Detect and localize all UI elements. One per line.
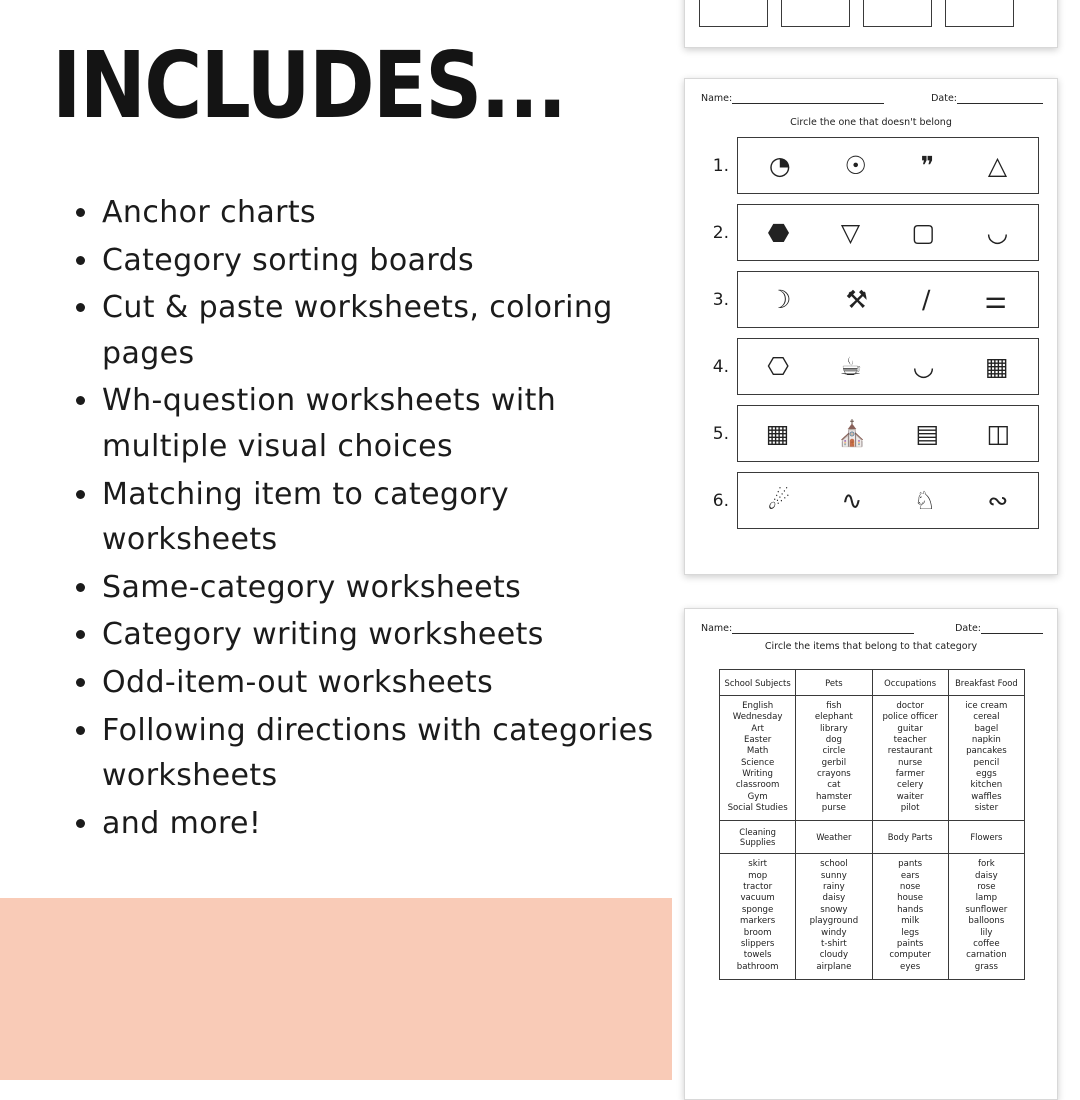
word[interactable]: mop — [748, 870, 768, 881]
name-field — [701, 623, 914, 634]
refrigerator-icon: ▤ — [915, 419, 940, 448]
word-cell — [872, 854, 948, 979]
list-item: Category writing worksheets — [102, 612, 662, 658]
table-header-row — [720, 670, 1025, 696]
fedora-icon: △ — [987, 151, 1008, 180]
word[interactable]: farmer — [895, 769, 925, 780]
hammer-icon: ⚒ — [845, 285, 868, 314]
includes-list — [62, 190, 662, 848]
name-rule — [732, 94, 884, 104]
dolphin-icon: ∿ — [841, 486, 863, 515]
word[interactable]: waffles — [971, 791, 1002, 802]
word[interactable]: nose — [899, 882, 921, 893]
word[interactable]: Art — [751, 723, 765, 734]
word[interactable]: napkin — [971, 735, 1001, 746]
instruction-text: Circle the one that doesn't belong — [790, 117, 952, 128]
word-cell — [796, 696, 872, 821]
list-item: Matching item to category worksheets — [102, 472, 662, 563]
word[interactable]: t-shirt — [821, 938, 847, 949]
word[interactable]: house — [897, 893, 924, 904]
column-header: Cleaning Supplies — [720, 821, 796, 854]
word[interactable]: pancakes — [966, 746, 1007, 757]
word[interactable]: library — [820, 723, 848, 734]
word[interactable]: tractor — [743, 882, 773, 893]
word[interactable]: slippers — [740, 938, 775, 949]
word[interactable]: guitar — [897, 723, 923, 734]
column-header: School Subjects — [720, 670, 796, 696]
microwave-icon: ◫ — [986, 419, 1011, 448]
word[interactable]: computer — [889, 950, 931, 961]
word[interactable]: cloudy — [819, 950, 849, 961]
scarf-icon: ❞ — [920, 151, 935, 180]
word[interactable]: paints — [896, 938, 924, 949]
word[interactable]: crayons — [816, 769, 851, 780]
word[interactable]: eggs — [976, 769, 997, 780]
table-row — [709, 204, 1039, 261]
list-item: Category sorting boards — [102, 238, 662, 284]
word-cell — [872, 696, 948, 821]
choice-box — [737, 204, 1039, 261]
word[interactable]: Science — [740, 757, 775, 768]
word-cell — [720, 854, 796, 979]
column-header: Pets — [796, 670, 872, 696]
word[interactable]: coffee — [973, 938, 1000, 949]
whale-icon: ∾ — [987, 486, 1009, 515]
cut-box — [781, 0, 850, 27]
list-item: Wh-question worksheets with multiple visual choices — [102, 378, 662, 469]
table-row — [720, 696, 1025, 821]
word[interactable]: daisy — [975, 870, 998, 881]
yield-sign-icon: ▽ — [840, 218, 861, 247]
word-cell — [720, 696, 796, 821]
word[interactable]: lily — [980, 927, 993, 938]
word[interactable]: elephant — [814, 712, 853, 723]
word[interactable]: Gym — [747, 791, 768, 802]
stove-icon: ▦ — [765, 419, 790, 448]
word[interactable]: celery — [896, 780, 924, 791]
word[interactable]: Math — [746, 746, 769, 757]
word[interactable]: lamp — [975, 893, 998, 904]
word[interactable]: Wednesday — [732, 712, 783, 723]
list-item: Cut & paste worksheets, coloring pages — [102, 285, 662, 376]
turkey-icon: ♘ — [913, 486, 937, 515]
instruction-text: Circle the items that belong to that category — [764, 641, 978, 652]
word[interactable]: playground — [809, 916, 859, 927]
fork-icon: ⚌ — [984, 285, 1007, 314]
column-header: Occupations — [872, 670, 948, 696]
page-title: INCLUDES... — [52, 32, 566, 139]
worksheet-preview-category-table — [684, 608, 1058, 1100]
date-label: Date: — [955, 623, 981, 634]
glass-of-water-icon: ⎔ — [767, 352, 790, 381]
cap-icon: ◔ — [768, 151, 791, 180]
word[interactable]: waiter — [896, 791, 924, 802]
column-header: Weather — [796, 821, 872, 854]
row-number: 5. — [712, 423, 729, 444]
word[interactable]: milk — [901, 916, 920, 927]
category-word-table — [719, 669, 1025, 980]
name-rule — [732, 624, 914, 634]
flip-flops-icon: ◡ — [986, 218, 1009, 247]
choice-box — [737, 137, 1039, 194]
word[interactable]: bagel — [974, 723, 999, 734]
table-row — [720, 854, 1025, 979]
name-label: Name: — [701, 623, 733, 634]
word[interactable]: airplane — [816, 961, 852, 972]
word-cell — [948, 854, 1024, 979]
word[interactable]: rose — [977, 882, 996, 893]
word[interactable]: classroom — [735, 780, 780, 791]
crossing-sign-icon: ▢ — [911, 218, 936, 247]
word[interactable]: circle — [822, 746, 846, 757]
word[interactable]: Social Studies — [727, 803, 788, 814]
word[interactable]: towels — [743, 950, 772, 961]
word[interactable]: purse — [821, 803, 846, 814]
choice-box — [737, 271, 1039, 328]
list-item: Odd-item-out worksheets — [102, 660, 662, 706]
table-row — [709, 472, 1039, 529]
word[interactable]: skirt — [748, 859, 767, 870]
word[interactable]: bathroom — [736, 961, 779, 972]
column-header: Flowers — [948, 821, 1024, 854]
stop-sign-icon: ⬣ — [767, 218, 790, 247]
list-item: Same-category worksheets — [102, 565, 662, 611]
cut-box-row — [699, 0, 1014, 27]
school-icon: ⛪ — [836, 419, 868, 448]
worksheet-preview-top — [684, 0, 1058, 48]
word[interactable]: ice cream — [965, 701, 1008, 711]
word[interactable]: windy — [821, 927, 847, 938]
word[interactable]: sponge — [741, 904, 774, 915]
list-item: Anchor charts — [102, 190, 662, 236]
column-header: Body Parts — [872, 821, 948, 854]
row-number: 1. — [712, 155, 729, 176]
row-number: 6. — [712, 490, 729, 511]
list-item: and more! — [102, 801, 662, 847]
word[interactable]: ears — [900, 870, 920, 881]
row-number: 4. — [712, 356, 729, 377]
spoon-icon: ☽ — [769, 285, 792, 314]
date-rule — [957, 94, 1043, 104]
sun-hat-icon: ☉ — [844, 151, 867, 180]
word[interactable]: snowy — [820, 904, 848, 915]
worksheet-preview-odd-one-out — [684, 78, 1058, 575]
accent-band — [0, 898, 672, 1080]
word[interactable]: gerbil — [821, 757, 847, 768]
word[interactable]: fish — [826, 701, 842, 711]
word[interactable]: cat — [827, 780, 841, 791]
word[interactable]: teacher — [893, 735, 927, 746]
word[interactable]: eyes — [900, 961, 921, 972]
name-field — [701, 93, 884, 104]
cut-box — [945, 0, 1014, 27]
word[interactable]: police officer — [882, 712, 938, 723]
odd-one-out-rows — [709, 137, 1039, 539]
name-date-line — [701, 623, 1043, 634]
word[interactable]: balloons — [968, 916, 1005, 927]
table-header-row — [720, 821, 1025, 854]
milk-carton-icon: ▦ — [985, 352, 1009, 381]
word[interactable]: school — [820, 859, 848, 870]
table-row — [709, 271, 1039, 328]
word[interactable]: sunflower — [965, 904, 1008, 915]
word[interactable]: daisy — [822, 893, 846, 904]
row-number: 2. — [712, 222, 729, 243]
knife-icon: ∕ — [922, 285, 931, 314]
name-label: Name: — [701, 93, 733, 104]
cut-box — [699, 0, 768, 27]
word[interactable]: legs — [901, 927, 919, 938]
date-field — [955, 623, 1043, 634]
date-rule — [981, 624, 1043, 634]
word[interactable]: kitchen — [970, 780, 1003, 791]
choice-box — [737, 472, 1039, 529]
jellyfish-icon: ☄ — [767, 486, 791, 515]
word[interactable]: pants — [898, 859, 923, 870]
word[interactable]: fork — [977, 859, 995, 870]
word[interactable]: pencil — [973, 757, 1000, 768]
table-row — [709, 338, 1039, 395]
word[interactable]: grass — [974, 961, 998, 972]
word[interactable]: dog — [825, 735, 842, 746]
word[interactable]: pilot — [900, 803, 920, 814]
hot-cocoa-icon: ☕ — [839, 352, 863, 381]
word[interactable]: hands — [897, 904, 924, 915]
choice-box — [737, 405, 1039, 462]
word[interactable]: hamster — [815, 791, 852, 802]
word[interactable]: sunny — [820, 870, 847, 881]
word[interactable]: English — [742, 701, 774, 711]
word[interactable]: markers — [740, 916, 776, 927]
name-date-line — [701, 93, 1043, 104]
date-label: Date: — [931, 93, 957, 104]
word[interactable]: nurse — [898, 757, 923, 768]
word-cell — [948, 696, 1024, 821]
word[interactable]: restaurant — [887, 746, 933, 757]
word[interactable]: sister — [974, 803, 999, 814]
word[interactable]: doctor — [896, 701, 924, 711]
word[interactable]: cereal — [973, 712, 1000, 723]
column-header: Breakfast Food — [948, 670, 1024, 696]
word-cell — [796, 854, 872, 979]
table-row — [709, 137, 1039, 194]
list-item: Following directions with categories worksheets — [102, 708, 662, 799]
cut-box — [863, 0, 932, 27]
word[interactable]: Writing — [742, 769, 773, 780]
row-number: 3. — [712, 289, 729, 310]
choice-box — [737, 338, 1039, 395]
word[interactable]: vacuum — [740, 893, 775, 904]
word[interactable]: broom — [743, 927, 772, 938]
word[interactable]: rainy — [823, 882, 845, 893]
cereal-bowl-icon: ◡ — [912, 352, 935, 381]
table-row — [709, 405, 1039, 462]
date-field — [931, 93, 1043, 104]
word[interactable]: Easter — [743, 735, 772, 746]
word[interactable]: carnation — [966, 950, 1007, 961]
